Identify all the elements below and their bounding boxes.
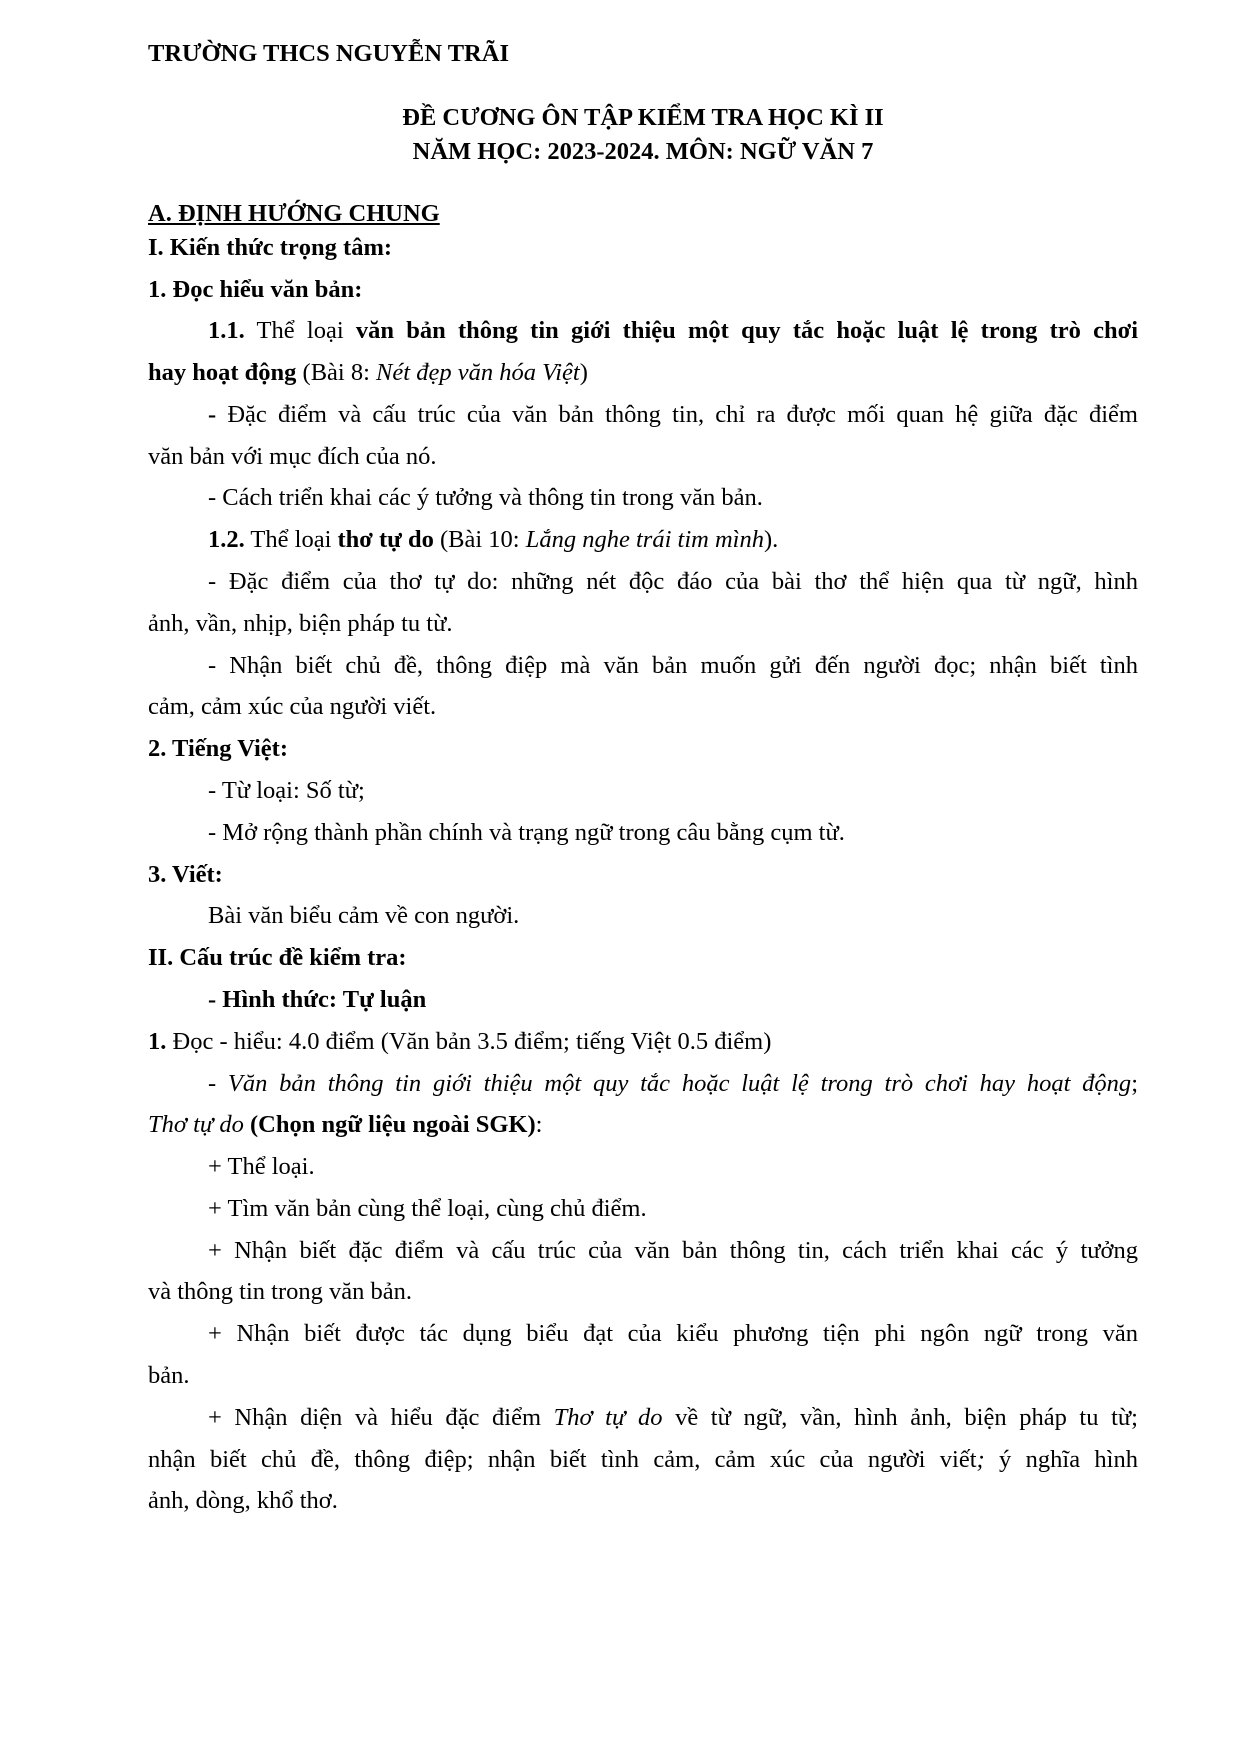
reading-score-text: Đọc - hiểu: 4.0 điểm (Văn bản 3.5 điểm; tiếng Việt 0.5 điểm) <box>166 1028 772 1055</box>
reading-material-line <box>208 1069 1138 1099</box>
section-a-heading <box>148 199 1138 229</box>
item-1-1-bold: văn bản thông tin giới thiệu một quy tắc hoặc luật lệ trong trò chơi <box>355 317 1138 344</box>
item-1-1-text-2: (Bài 8: <box>296 359 377 386</box>
reading-material-sep: ; <box>1131 1070 1138 1097</box>
item-1-2-italic: Lắng nghe trái tim mình <box>525 526 764 553</box>
item-1-1-line <box>208 316 1138 346</box>
item-1-1-dash-2: - Cách triển khai các ý tưởng và thông tin trong văn bản. <box>208 484 763 511</box>
reading-point-5-end: ảnh, dòng, khổ thơ. <box>148 1487 338 1514</box>
item-1-1-dash-1 <box>208 400 1138 430</box>
vietnamese-heading: 2. Tiếng Việt: <box>148 735 288 762</box>
item-1-1-text-3: ) <box>579 359 588 386</box>
reading-point-5-cont <box>148 1445 1138 1475</box>
reading-material-colon: : <box>535 1111 543 1138</box>
item-1-2-dash-2: - Nhận biết chủ đề, thông điệp mà văn bản muốn gửi đến người đọc; nhận biết tình <box>208 652 1138 679</box>
item-1-1-line-2 <box>148 358 1138 388</box>
item-1-1-text: Thể loại <box>244 317 356 344</box>
dash-text: Đặc điểm và cấu trúc của văn bản thông tin, chỉ ra được mối quan hệ giữa đặc điểm <box>216 401 1138 428</box>
writing-heading: 3. Viết: <box>148 861 223 888</box>
school-name: TRƯỜNG THCS NGUYỄN TRÃI <box>148 40 509 67</box>
reading-score-number: 1. <box>148 1028 167 1055</box>
reading-point-5-text-2: về từ ngữ, vần, hình ảnh, biện pháp tu từ; <box>662 1404 1138 1431</box>
vietnamese-item-2: - Mở rộng thành phần chính và trạng ngữ trong câu bằng cụm từ. <box>208 819 845 846</box>
item-1-1-number: 1.1. <box>208 317 245 344</box>
item-1-1-italic: Nét đẹp văn hóa Việt <box>376 359 580 386</box>
document-title: ĐỀ CƯƠNG ÔN TẬP KIỂM TRA HỌC KÌ II <box>402 104 884 131</box>
item-1-2-bold: thơ tự do <box>337 526 434 553</box>
dash-mark: - <box>208 401 217 428</box>
item-1-2-dash-1-cont: ảnh, vần, nhịp, biện pháp tu từ. <box>148 610 453 637</box>
item-1-2-text: Thể loại <box>244 526 338 553</box>
reading-point-5-cont-sep: ; <box>976 1446 985 1473</box>
item-1-1-bold-2: hay hoạt động <box>148 359 297 386</box>
reading-material-bold: (Chọn ngữ liệu ngoài SGK) <box>250 1111 536 1138</box>
item-1-2-number: 1.2. <box>208 526 245 553</box>
reading-point-4-cont: bản. <box>148 1362 190 1389</box>
part-1-heading: I. Kiến thức trọng tâm: <box>148 234 393 261</box>
reading-material-italic-2: Thơ tự do <box>148 1111 244 1138</box>
reading-heading: 1. Đọc hiểu văn bản: <box>148 276 363 303</box>
reading-point-4: + Nhận biết được tác dụng biểu đạt của kiểu phương tiện phi ngôn ngữ trong văn <box>208 1320 1138 1347</box>
vietnamese-item-1: - Từ loại: Số từ; <box>208 777 365 804</box>
item-1-1-dash-1-cont: văn bản với mục đích của nó. <box>148 443 437 470</box>
writing-item-1: Bài văn biểu cảm về con người. <box>208 902 520 929</box>
reading-material-line-2 <box>148 1110 1138 1140</box>
reading-score-line <box>148 1027 1138 1057</box>
reading-point-5-italic: Thơ tự do <box>553 1404 663 1431</box>
reading-material-italic: - Văn bản thông tin giới thiệu một quy tắc hoặc luật lệ trong trò chơi hay hoạt động <box>208 1070 1132 1097</box>
reading-point-3-cont: và thông tin trong văn bản. <box>148 1278 413 1305</box>
exam-form: - Hình thức: Tự luận <box>208 986 427 1013</box>
document-subtitle: NĂM HỌC: 2023-2024. MÔN: NGỮ VĂN 7 <box>412 138 874 165</box>
part-2-heading: II. Cấu trúc đề kiểm tra: <box>148 944 407 971</box>
item-1-2-dash-1: - Đặc điểm của thơ tự do: những nét độc đáo của bài thơ thể hiện qua từ ngữ, hình <box>208 568 1138 595</box>
reading-point-5-text: + Nhận diện và hiểu đặc điểm <box>208 1404 554 1431</box>
reading-point-5-cont-text-2: ý nghĩa hình <box>984 1446 1138 1473</box>
document-page <box>148 0 1138 1755</box>
item-1-2-text-2: (Bài 10: <box>433 526 526 553</box>
item-1-2-line <box>208 525 1138 555</box>
item-1-2-text-3: ). <box>763 526 779 553</box>
section-a-text: A. ĐỊNH HƯỚNG CHUNG <box>148 200 440 227</box>
reading-point-1: + Thể loại. <box>208 1153 315 1180</box>
reading-point-2: + Tìm văn bản cùng thể loại, cùng chủ điểm. <box>208 1195 647 1222</box>
reading-point-5 <box>208 1403 1138 1433</box>
reading-point-5-cont-text: nhận biết chủ đề, thông điệp; nhận biết tình cảm, cảm xúc của người viết <box>148 1446 977 1473</box>
reading-point-3: + Nhận biết đặc điểm và cấu trúc của văn bản thông tin, cách triển khai các ý tưởng <box>208 1237 1138 1264</box>
item-1-2-dash-2-cont: cảm, cảm xúc của người viết. <box>148 693 437 720</box>
